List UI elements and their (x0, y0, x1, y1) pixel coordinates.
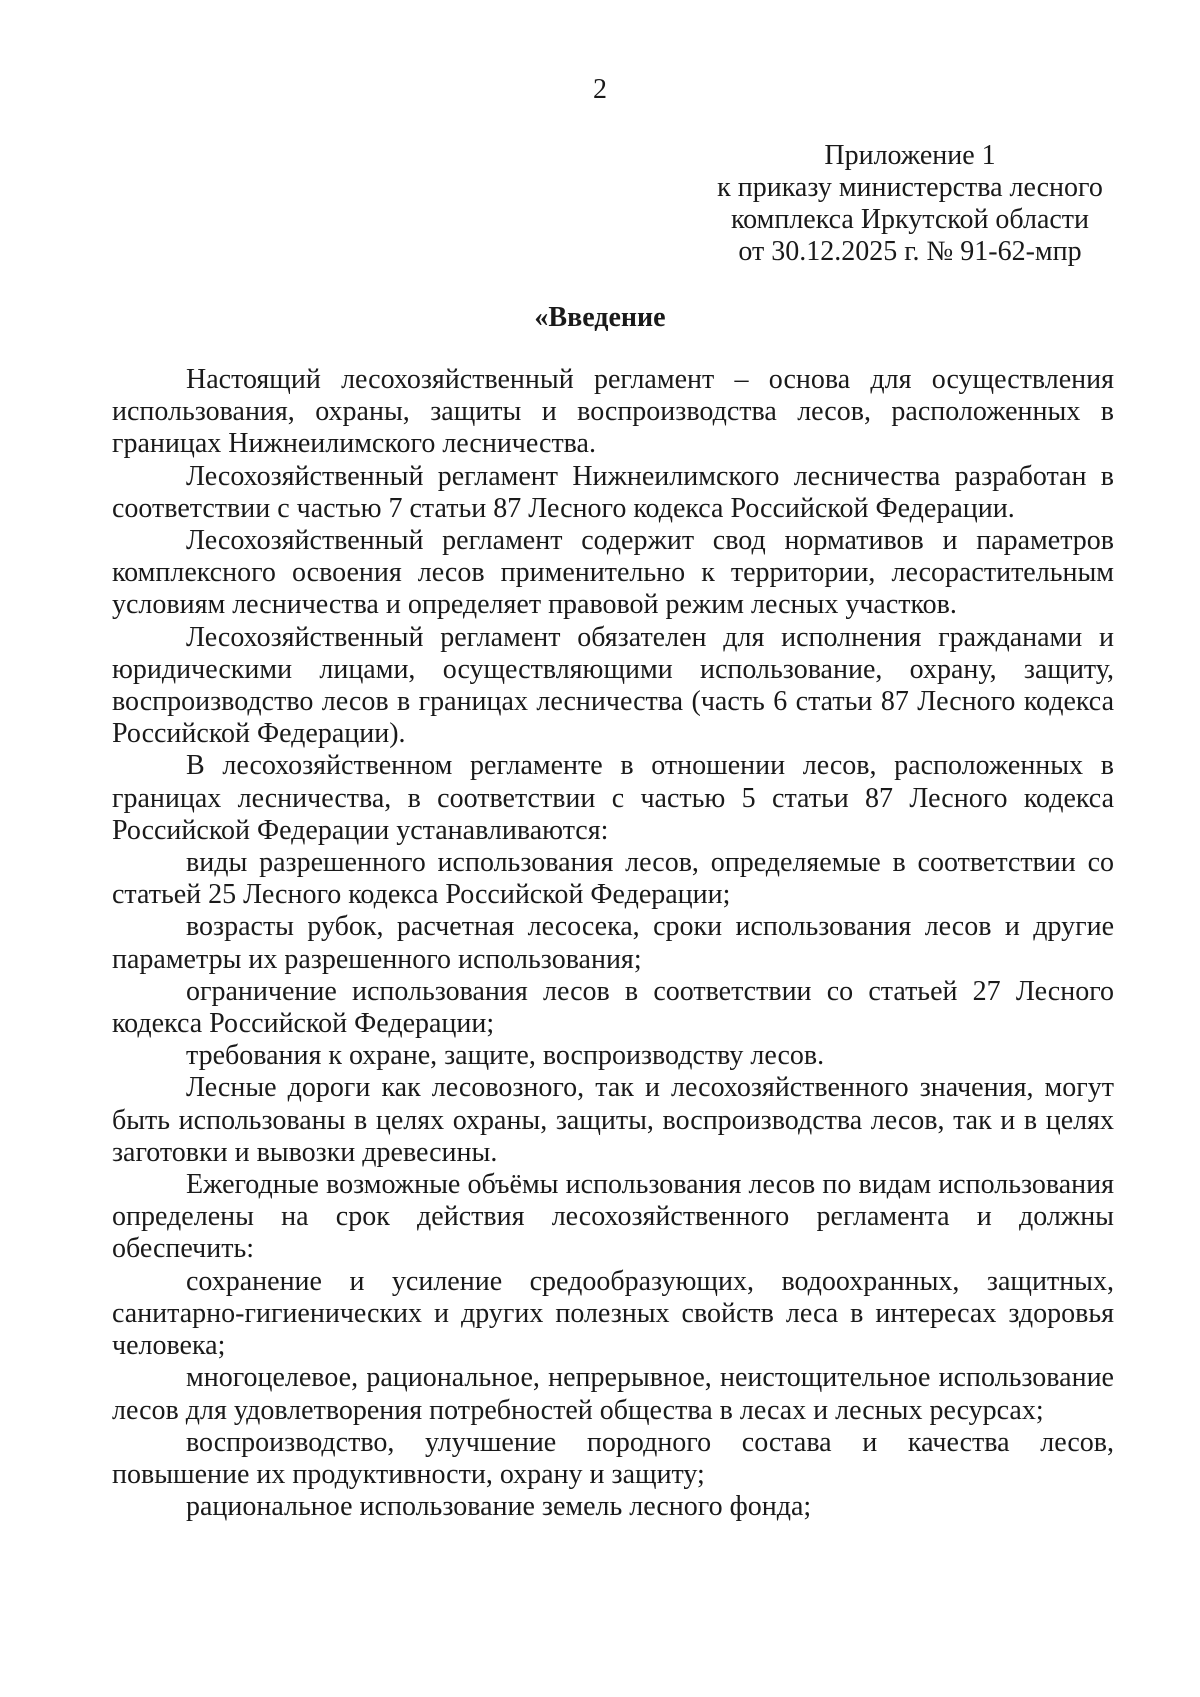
paragraph: Лесохозяйственный регламент обязателен для исполнения гражданами и юридическими лицами, осуществляющими использование, охрану, защиту, воспроизводство лесов в границах лесничества (часть 6 статьи 87 Лесного кодекса Российской Федерации). (112, 621, 1114, 750)
paragraph: Лесохозяйственный регламент Нижнеилимского лесничества разработан в соответствии с частью 7 статьи 87 Лесного кодекса Российской Федерации. (112, 460, 1114, 524)
paragraph: Лесохозяйственный регламент содержит свод нормативов и параметров комплексного освоения лесов применительно к территории, лесорастительным условиям лесничества и определяет правовой режим лесных участков. (112, 525, 1114, 621)
list-item: ограничение использования лесов в соответствии со статьей 27 Лесного кодекса Российской Федерации; (112, 975, 1114, 1040)
section-title: «Введение (534, 302, 666, 333)
appendix-ministry: комплекса Иркутской области (730, 204, 1090, 235)
appendix-title: Приложение 1 (824, 140, 996, 171)
appendix-order-date-number: от 30.12.2025 г. № 91-62-мпр (738, 236, 1082, 267)
list-item: возрасты рубок, расчетная лесосека, сроки использования лесов и другие параметры их разрешенного использования; (112, 911, 1114, 975)
paragraph: Ежегодные возможные объёмы использования лесов по видам использования определены на срок действия лесохозяйственного регламента и должны обеспечить: (112, 1169, 1114, 1265)
list-item: воспроизводство, улучшение породного состава и качества лесов, повышение их продуктивности, охрану и защиту; (112, 1426, 1114, 1490)
paragraph: Лесные дороги как лесовозного, так и лесохозяйственного значения, могут быть использованы в целях охраны, защиты, воспроизводства лесов, так и в целях заготовки и вывозки древесины. (112, 1072, 1114, 1168)
paragraph: В лесохозяйственном регламенте в отношении лесов, расположенных в границах лесничества, в соответствии с частью 5 статьи 87 Лесного кодекса Российской Федерации устанавливаются: (112, 750, 1114, 846)
list-item: требования к охране, защите, воспроизводству лесов. (186, 1040, 825, 1072)
list-item: виды разрешенного использования лесов, определяемые в соответствии со статьей 25 Лесного кодекса Российской Федерации; (112, 847, 1114, 911)
list-item: многоцелевое, рациональное, непрерывное, неистощительное использование лесов для удовлетворения потребностей общества в лесах и лесных ресурсах; (112, 1362, 1114, 1426)
list-item: рациональное использование земель лесного фонда; (186, 1491, 812, 1523)
list-item: сохранение и усиление средообразующих, водоохранных, защитных, санитарно-гигиенических и других полезных свойств леса в интересах здоровья человека; (112, 1265, 1114, 1362)
page-number: 2 (593, 74, 607, 105)
body-text (112, 364, 1114, 1523)
appendix-order-ref: к приказу министерства лесного (717, 172, 1103, 203)
appendix-header (700, 140, 1120, 268)
paragraph: Настоящий лесохозяйственный регламент – основа для осуществления использования, охраны, защиты и воспроизводства лесов, расположенных в границах Нижнеилимского лесничества. (112, 364, 1114, 460)
